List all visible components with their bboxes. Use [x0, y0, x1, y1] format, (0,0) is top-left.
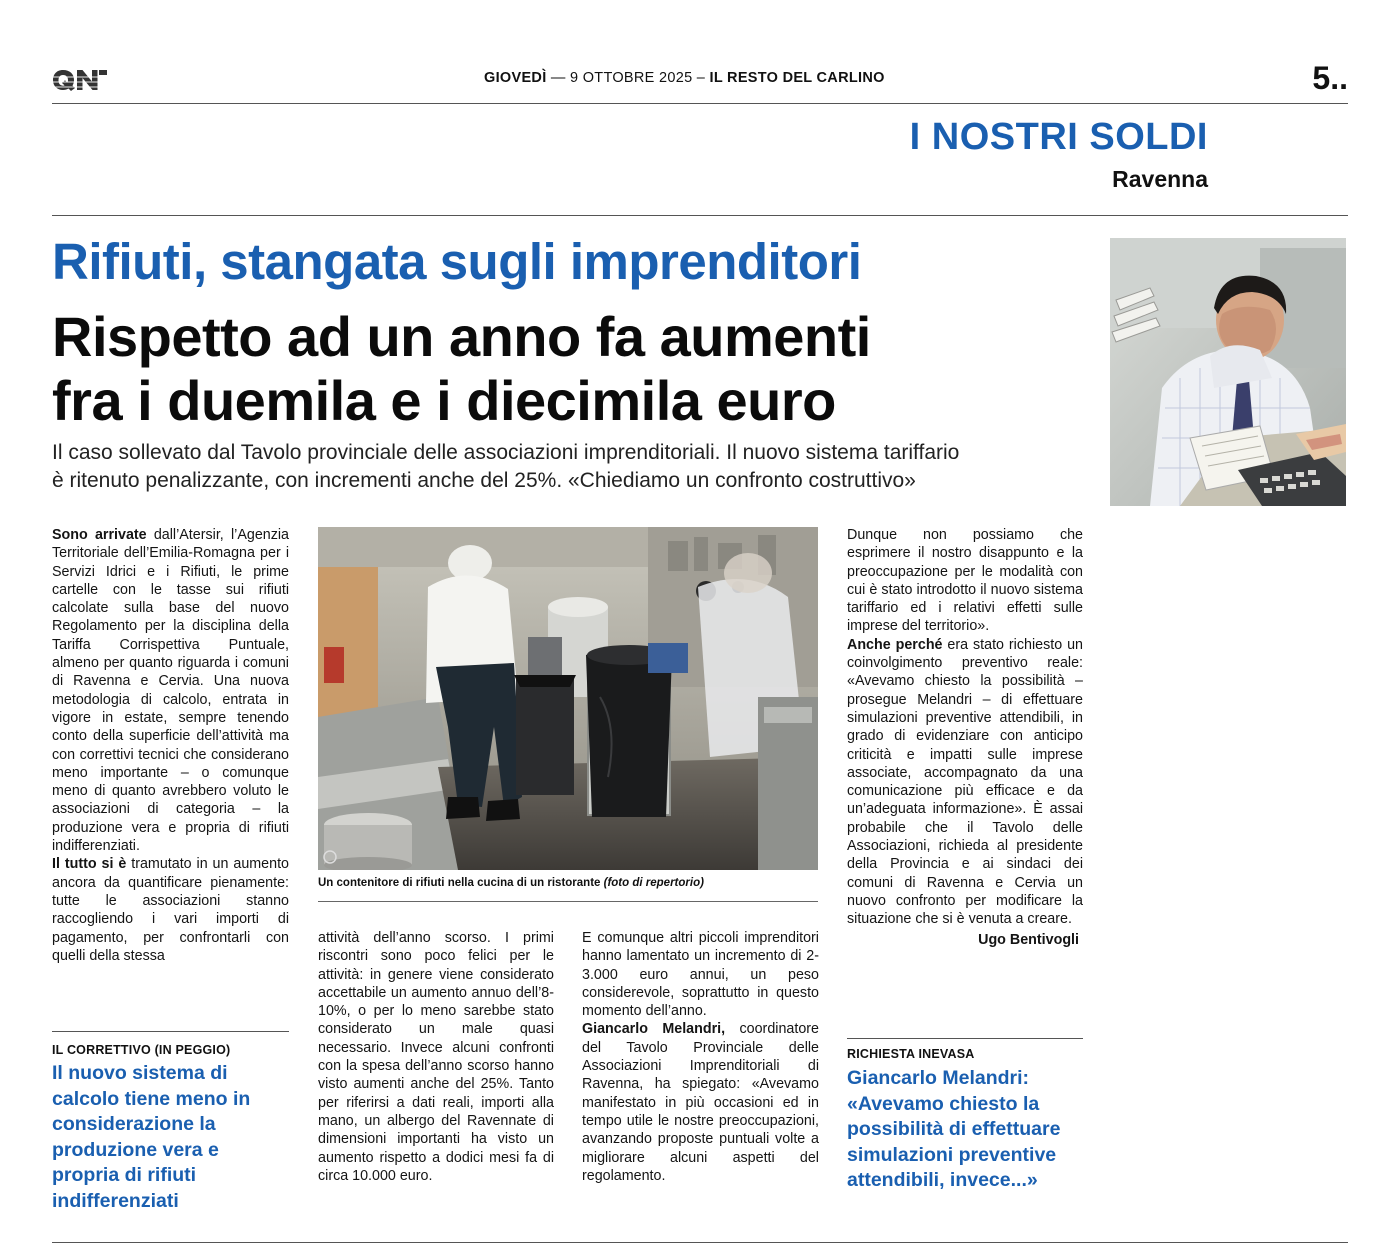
paragraph-text: era stato richiesto un coinvolgimento preventivo reale: «Avevamo chiesto la possibilità – prosegue Melandri – di effettuare simulazioni preventive attendibili, in grado di evidenziare con anticipo criticità e impatti sulle imprese associate, accompagnato da una comunicazione più efficace e da un’adeguata informazione». È assai probabile che il Tavolo delle Associazioni, richieda al presidente della Provincia e ai sindaci dei comuni di Ravenna e Cervia un nuovo confronto per modificare la situazione che si è venuta a creare.	[847, 636, 1083, 928]
article-kicker: Rifiuti, stangata sugli imprenditori	[52, 233, 862, 290]
article-column-1	[52, 526, 289, 965]
article-headline	[52, 305, 1102, 433]
paragraph	[582, 1020, 819, 1185]
paragraph-text: tramutato in un aumento ancora da quantificare pienamente: tutte le associazioni stanno raccogliendo i vari importi di pagamento, per confrontarli con quelli della stessa	[52, 856, 290, 964]
box-correttivo-text: Il nuovo sistema di calcolo tiene meno in considerazione la produzione vera e propria di rifiuti indifferenziati	[52, 1062, 251, 1212]
photo-caption-text: Un contenitore di rifiuti nella cucina di un ristorante	[318, 877, 601, 889]
paragraph	[52, 526, 289, 855]
caption-rule	[318, 901, 818, 902]
masthead-paper-name: IL RESTO DEL CARLINO	[709, 70, 885, 86]
paragraph-lead: Giancarlo Melandri,	[582, 1021, 726, 1038]
box-richiesta-text: Giancarlo Melandri: «Avevamo chiesto la possibilità di effettuare simulazioni preventive attendibili, invece...»	[847, 1067, 1061, 1191]
masthead-separator: –	[696, 70, 706, 86]
photo-credit: (foto di repertorio)	[603, 877, 704, 889]
section-title: I NOSTRI SOLDI	[909, 116, 1208, 158]
page-number: 5..	[1312, 60, 1348, 96]
paragraph-lead: l tutto si è	[55, 856, 127, 873]
article-byline: Ugo Bentivogli	[978, 931, 1079, 948]
photo-caption	[318, 877, 818, 889]
subhead-line-1: Il caso sollevato dal Tavolo provinciale delle associazioni imprenditoriali. Il nuovo sistema tariffario	[52, 441, 960, 464]
box-rule	[52, 1031, 289, 1032]
photo-kitchen-waste-bins-image	[318, 527, 818, 870]
photo-kitchen-waste-bins	[318, 527, 818, 870]
masthead-rule	[52, 103, 1348, 104]
headline-line-2: fra i duemila e i diecimila euro	[52, 369, 836, 432]
masthead-dateline	[484, 70, 885, 86]
paragraph	[847, 636, 1083, 929]
article-column-4	[847, 526, 1083, 949]
article-subhead	[52, 439, 1092, 495]
paragraph-lead-initial: I	[52, 856, 56, 873]
box-rule	[847, 1038, 1083, 1039]
masthead-date: 9 OTTOBRE 2025	[570, 70, 693, 86]
paragraph-lead: Sono arrivate	[52, 527, 147, 543]
box-richiesta-label: RICHIESTA INEVASA	[847, 1047, 975, 1061]
masthead-day: GIOVEDÌ	[484, 70, 547, 86]
paragraph: E comunque altri piccoli imprenditori hanno lamentato un incremento di 2-3.000 euro annui, un peso considerevole, soprattutto in questo momento dell’anno.	[582, 930, 819, 1020]
article-column-2	[318, 929, 554, 1185]
paragraph-text: dall’Atersir, l’Agenzia Territoriale dell’Emilia-Romagna per i Servizi Idrici e i Rifiuti, le prime cartelle con le tasse sui rifiuti calcolate sulla base del nuovo Regolamento per la disciplina della Tariffa Corrispettiva Puntuale, almeno per quanto riguarda i comuni di Ravenna e Cervia. Una nuova metodologia di calcolo, entrata in vigore in estate, sempre tenendo conto della superficie dell’attività ma con correttivi tecnici che considerano meno importante – o comunque meno di quanto avrebbero voluto le associazioni di categoria – la produzione vera e propria di rifiuti indifferenziati.	[52, 527, 289, 855]
paragraph-text: coordinatore del Tavolo Provinciale delle Associazioni Imprenditoriali di Ravenna, ha spiegato: «Avevamo manifestato in più occasioni ed in tempo utile le nostre preoccupazioni, avanzando proposte puntuali volte a migliorare alcuni aspetti del regolamento.	[582, 1021, 819, 1184]
paragraph	[52, 855, 289, 965]
qn-logo	[52, 68, 108, 92]
masthead-separator: —	[550, 70, 566, 86]
section-rule	[52, 215, 1348, 216]
article-column-3	[582, 929, 819, 1185]
paragraph-lead: Anche perché	[847, 636, 943, 653]
section-city: Ravenna	[1112, 166, 1208, 192]
photo-stressed-businessman-image	[1110, 238, 1346, 506]
box-correttivo-label: IL CORRETTIVO (IN PEGGIO)	[52, 1043, 231, 1057]
page-bottom-rule	[52, 1242, 1348, 1243]
paragraph: Dunque non possiamo che esprimere il nostro disappunto e la preoccupazione per le modalità con cui è stato introdotto il nuovo sistema tariffario ed i relativi effetti sulle imprese del territorio».	[847, 527, 1083, 635]
headline-line-1: Rispetto ad un anno fa aumenti	[52, 305, 871, 368]
subhead-line-2: è ritenuto penalizzante, con incrementi anche del 25%. «Chiediamo un confronto costruttivo»	[52, 469, 916, 492]
photo-stressed-businessman	[1110, 238, 1346, 506]
paragraph: attività dell’anno scorso. I primi riscontri sono poco felici per le attività: in genere viene considerato accettabile un aumento annuo dell’8-10%, o per lo meno sarebbe stato considerato un male quasi necessario. Invece alcuni confronti con la spesa dell’anno scorso hanno visto aumenti anche del 25%. Tanto per riferirsi a dati reali, importi alla mano, un albergo del Ravennate di dimensioni importanti ha visto un aumento rispetto a dodici mesi fa di circa 10.000 euro.	[318, 930, 554, 1184]
